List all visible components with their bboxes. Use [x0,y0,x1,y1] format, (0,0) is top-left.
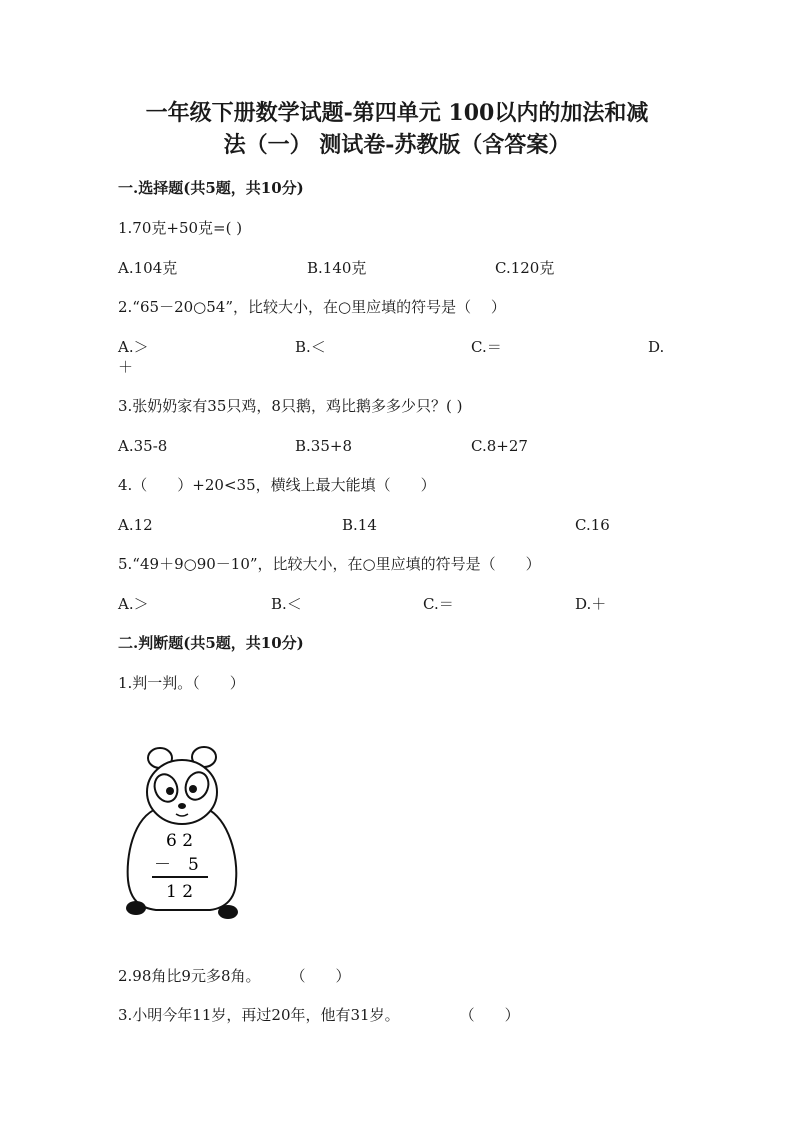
question-1: 1.70克+50克=( ) [118,219,243,237]
q4-option-a: A.12 [118,516,153,534]
panda-math-row1: 6 2 [166,831,194,851]
q3-option-b: B.35+8 [295,437,352,455]
q5-option-c: C.＝ [423,595,454,613]
section2-heading: 二.判断题(共5题，共10分) [118,634,304,652]
question-5: 5.“49＋9○90－10”，比较大小，在○里应填的符号是（ ） [118,555,541,573]
panda-left-foot [126,901,146,915]
panda-math-row2: － 5 [154,855,199,875]
question-4: 4.（ ）+20<35，横线上最大能填（ ） [118,476,436,494]
judge-question-3: 3.小明今年11岁，再过20年，他有31岁。 （ ） [118,1006,520,1024]
panda-illustration [118,740,248,925]
page-title-line2: 法（一） 测试卷-苏教版（含答案） [223,132,571,158]
q2-option-a: A.＞ [118,338,149,356]
panda-right-pupil [189,785,197,793]
panda-right-foot [218,905,238,919]
q1-option-c: C.120克 [495,259,555,277]
section1-heading: 一.选择题(共5题，共10分) [118,179,304,197]
q2-option-d-value: ＋ [118,358,134,376]
q2-option-d: D. [648,338,665,356]
judge-question-2: 2.98角比9元多8角。 （ ） [118,967,351,985]
q5-option-d: D.＋ [575,595,607,613]
panda-nose [178,803,186,809]
q5-option-b: B.＜ [271,595,302,613]
panda-math-row3: 1 2 [166,882,194,902]
q3-option-c: C.8+27 [471,437,528,455]
q1-option-a: A.104克 [118,259,178,277]
q2-option-c: C.＝ [471,338,502,356]
page-title-line1: 一年级下册数学试题-第四单元 100以内的加法和减 [145,100,649,126]
q2-option-b: B.＜ [295,338,326,356]
q5-option-a: A.＞ [118,595,149,613]
panda-left-pupil [166,787,174,795]
q4-option-c: C.16 [575,516,610,534]
question-3: 3.张奶奶家有35只鸡，8只鹅，鸡比鹅多多少只？( ) [118,397,463,415]
question-2: 2.“65－20○54”，比较大小，在○里应填的符号是（ ） [118,298,506,316]
q4-option-b: B.14 [342,516,377,534]
judge-question-1: 1.判一判。（ ） [118,674,245,692]
q1-option-b: B.140克 [307,259,367,277]
q3-option-a: A.35-8 [118,437,168,455]
